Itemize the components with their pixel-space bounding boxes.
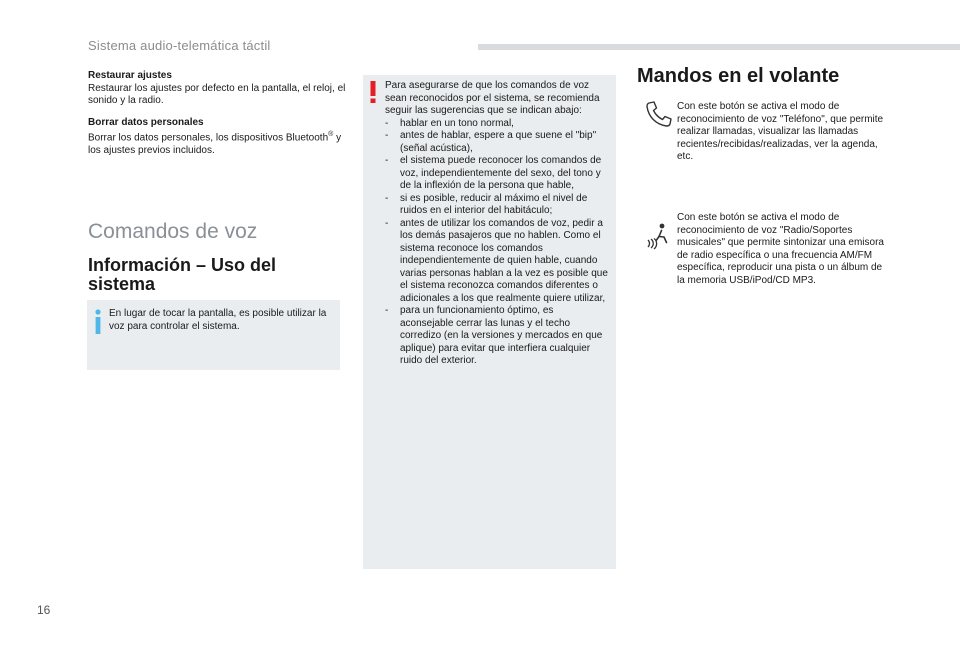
phone-control-text: Con este botón se activa el modo de reconocimiento de voz "Teléfono", que permite realizar llamadas, visualizar las llamadas recientes/recibidas/realizadas, ver la agenda, etc. [677, 101, 884, 162]
restaurar-block [88, 70, 348, 108]
settings-column [88, 70, 348, 166]
borrar-title: Borrar datos personales [88, 116, 204, 128]
subsection-title: Información – Uso del sistema [88, 255, 277, 294]
mandos-title: Mandos en el volante [637, 65, 840, 87]
voice-control-text: Con este botón se activa el modo de reconocimiento de voz "Radio/Soportes musicales" que permite sintonizar una emisora de radio específica o una frecuencia AM/FM específica, reproducir una pista o un álbum de la memoria USB/iPod/CD MP3. [677, 212, 884, 286]
voice-command-icon [646, 222, 674, 250]
warning-item: - para un funcionamiento óptimo, es aconsejable cerrar las lunas y el techo corredizo (en la versiones y mercados en que aplique) para evitar que interfiera cualquier ruido del exterior. [385, 305, 609, 368]
borrar-text-start: Borrar los datos personales, los dispositivos Bluetooth [88, 132, 329, 144]
registered-mark: ® [328, 131, 334, 138]
page-header-title: Sistema audio-telemática táctil [88, 38, 271, 53]
warning-intro: Para asegurarse de que los comandos de voz sean reconocidos por el sistema, se recomienda seguir las sugerencias que se indican abajo: [385, 80, 600, 116]
warning-item: - antes de hablar, espere a que suene el "bip" (señal acústica), [385, 130, 609, 155]
warning-list [385, 118, 609, 368]
warning-icon [368, 81, 378, 103]
phone-icon [645, 100, 673, 128]
restaurar-title: Restaurar ajustes [88, 70, 172, 81]
page-number: 16 [37, 603, 51, 617]
restaurar-text: Restaurar los ajustes por defecto en la pantalla, el reloj, el sonido y la radio. [88, 82, 346, 106]
info-box [87, 300, 340, 370]
warning-item: - si es posible, reducir al máximo el nivel de ruidos en el interior del habitáculo; [385, 193, 609, 218]
borrar-block [88, 117, 348, 158]
warning-item: - antes de utilizar los comandos de voz, pedir a los demás pasajeros que no hablen. Como el sistema reconoce los comandos independientemente de quien hable, cuando varias personas hablan a la vez es posible que el sistema reconozca comandos diferentes o adicionales a los que realmente quiere utilizar, [385, 218, 609, 306]
borrar-text-end: y los ajustes previos incluidos. [88, 132, 342, 156]
warning-content [385, 80, 609, 368]
section-title: Comandos de voz [88, 220, 258, 243]
borrar-text [88, 129, 348, 157]
header-divider-bar [478, 44, 960, 50]
warning-item: - el sistema puede reconocer los comandos de voz, independientemente del sexo, del tono y de la inflexión de la persona que hable, [385, 155, 609, 193]
warning-item: - hablar en un tono normal, [385, 118, 609, 131]
info-text: En lugar de tocar la pantalla, es posible utilizar la voz para controlar el sistema. [109, 308, 327, 332]
info-icon [93, 309, 103, 335]
warning-box [363, 75, 616, 569]
